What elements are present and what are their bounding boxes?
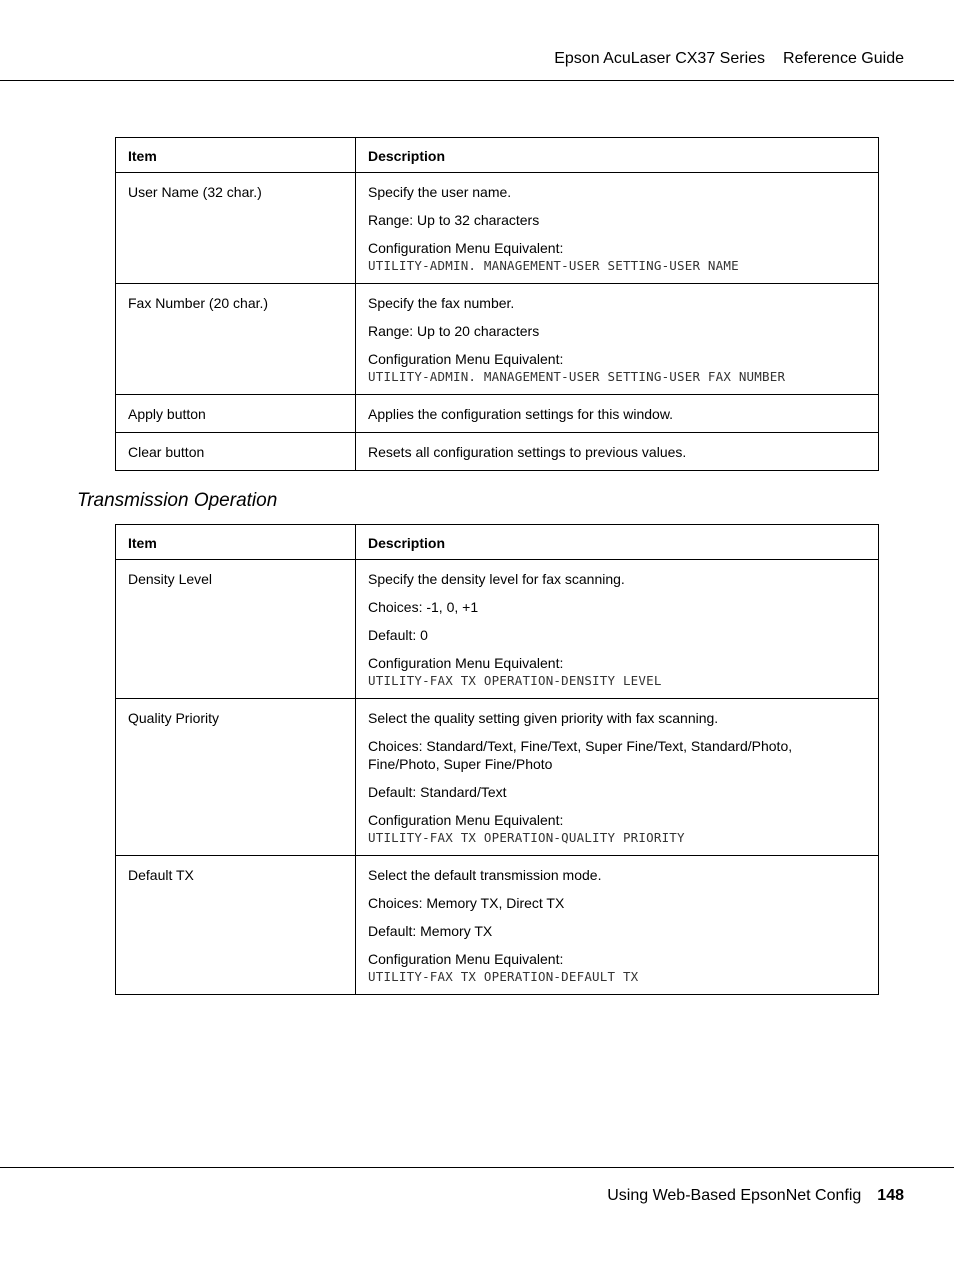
config-menu-label: Configuration Menu Equivalent: <box>368 240 564 256</box>
running-footer <box>607 1187 904 1205</box>
item-cell: Fax Number (20 char.) <box>116 284 356 395</box>
column-header-description: Description <box>356 138 879 173</box>
column-header-item: Item <box>116 525 356 560</box>
table-header-row <box>116 138 879 173</box>
item-cell: Apply button <box>116 395 356 433</box>
description-line: Select the quality setting given priority with fax scanning. <box>368 710 719 726</box>
page-number: 148 <box>877 1187 904 1204</box>
description-cell <box>356 856 879 995</box>
header-product: Epson AcuLaser CX37 Series <box>554 50 766 67</box>
menu-path: UTILITY-ADMIN. MANAGEMENT-USER SETTING-USER NAME <box>368 258 739 273</box>
description-line: Range: Up to 32 characters <box>368 212 540 228</box>
config-menu-label: Configuration Menu Equivalent: <box>368 351 564 367</box>
header-rule <box>0 80 954 81</box>
config-menu-label: Configuration Menu Equivalent: <box>368 951 564 967</box>
config-menu-label: Configuration Menu Equivalent: <box>368 655 564 671</box>
footer-chapter: Using Web-Based EpsonNet Config <box>607 1187 862 1204</box>
description-line <box>368 950 866 985</box>
table-header-row <box>116 525 879 560</box>
item-cell: Density Level <box>116 560 356 699</box>
table-row <box>116 856 879 995</box>
section-heading: Transmission Operation <box>77 490 278 511</box>
description-cell <box>356 284 879 395</box>
table-row <box>116 560 879 699</box>
table-row <box>116 173 879 284</box>
description-line: Default: 0 <box>368 627 428 643</box>
description-line: Choices: -1, 0, +1 <box>368 599 479 615</box>
column-header-item: Item <box>116 138 356 173</box>
description-cell <box>356 395 879 433</box>
description-line: Specify the user name. <box>368 184 512 200</box>
item-cell: Default TX <box>116 856 356 995</box>
description-line <box>368 239 866 274</box>
running-header <box>554 50 904 68</box>
description-line: Default: Memory TX <box>368 923 493 939</box>
table-row <box>116 433 879 471</box>
description-line: Choices: Standard/Text, Fine/Text, Super Fine/Text, Standard/Photo, Fine/Photo, Super Fine/Photo <box>368 738 793 772</box>
description-line: Resets all configuration settings to previous values. <box>368 444 687 460</box>
menu-path: UTILITY-FAX TX OPERATION-QUALITY PRIORITY <box>368 830 685 845</box>
user-settings-table <box>115 137 879 471</box>
transmission-operation-table <box>115 524 879 995</box>
description-line <box>368 811 866 846</box>
description-cell <box>356 560 879 699</box>
description-line: Applies the configuration settings for this window. <box>368 406 674 422</box>
description-line: Range: Up to 20 characters <box>368 323 540 339</box>
item-cell: Clear button <box>116 433 356 471</box>
description-line <box>368 654 866 689</box>
item-cell: Quality Priority <box>116 699 356 856</box>
description-cell <box>356 173 879 284</box>
menu-path: UTILITY-ADMIN. MANAGEMENT-USER SETTING-USER FAX NUMBER <box>368 369 786 384</box>
description-line: Default: Standard/Text <box>368 784 507 800</box>
menu-path: UTILITY-FAX TX OPERATION-DEFAULT TX <box>368 969 639 984</box>
description-line <box>368 350 866 385</box>
item-cell: User Name (32 char.) <box>116 173 356 284</box>
column-header-description: Description <box>356 525 879 560</box>
description-line: Specify the density level for fax scanning. <box>368 571 625 587</box>
description-line: Choices: Memory TX, Direct TX <box>368 895 565 911</box>
description-line: Specify the fax number. <box>368 295 515 311</box>
menu-path: UTILITY-FAX TX OPERATION-DENSITY LEVEL <box>368 673 662 688</box>
description-cell <box>356 699 879 856</box>
config-menu-label: Configuration Menu Equivalent: <box>368 812 564 828</box>
footer-rule <box>0 1167 954 1168</box>
table-row <box>116 395 879 433</box>
description-line: Select the default transmission mode. <box>368 867 602 883</box>
header-guide: Reference Guide <box>783 50 904 67</box>
description-cell <box>356 433 879 471</box>
table-row <box>116 699 879 856</box>
table-row <box>116 284 879 395</box>
